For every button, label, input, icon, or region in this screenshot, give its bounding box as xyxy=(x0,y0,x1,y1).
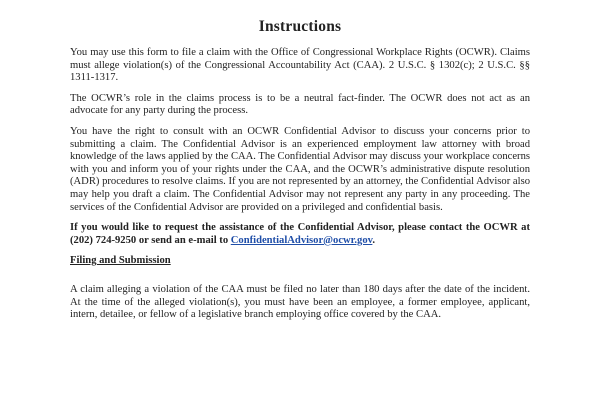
ocwr-role-paragraph: The OCWR’s role in the claims process is to be a neutral fact-finder. The OCWR does not act as an advocate for any party during the process. xyxy=(70,92,530,117)
contact-end: . xyxy=(372,234,376,246)
page-title: Instructions xyxy=(258,18,342,35)
contact-paragraph xyxy=(70,222,530,247)
filing-paragraph: A claim alleging a violation of the CAA must be filed no later than 180 days after the date of the incident. At the time of the alleged violation(s), you must have been an employee, a former employee, applicant, intern, detailee, or fellow of a legislative branch employing office covered by the CAA. xyxy=(70,283,530,321)
instructions-page xyxy=(70,18,530,330)
confidential-advisor-paragraph: You have the right to consult with an OCWR Confidential Advisor to discuss your concerns prior to submitting a claim. The Confidential Advisor is an experienced employment law attorney with broad knowledge of the laws applied by the CAA. The Confidential Advisor may discuss your workplace concerns with you and inform you of your rights under the CAA, and the OCWR’s administrative dispute resolution (ADR) procedures to resolve claims. If you are not represented by an attorney, the Confidential Advisor also may help you draft a claim. The Confidential Advisor may not represent any party in any proceeding. The services of the Confidential Advisor are provided on a privileged and confidential basis. xyxy=(70,125,530,213)
contact-text: If you would like to request the assistance of the Confidential Advisor, please contact the OCWR at (202) 724-9250 or send an e-mail to xyxy=(70,222,530,246)
advisor-email-link[interactable]: ConfidentialAdvisor@ocwr.gov xyxy=(230,234,373,246)
filing-section-heading: Filing and Submission xyxy=(70,255,171,267)
intro-paragraph: You may use this form to file a claim with the Office of Congressional Workplace Rights (OCWR). Claims must allege violation(s) of the Congressional Accountability Act (CAA). 2 U.S.C. § 1302(c); 2 U.S.C. §§ 1311-1317. xyxy=(70,47,530,84)
